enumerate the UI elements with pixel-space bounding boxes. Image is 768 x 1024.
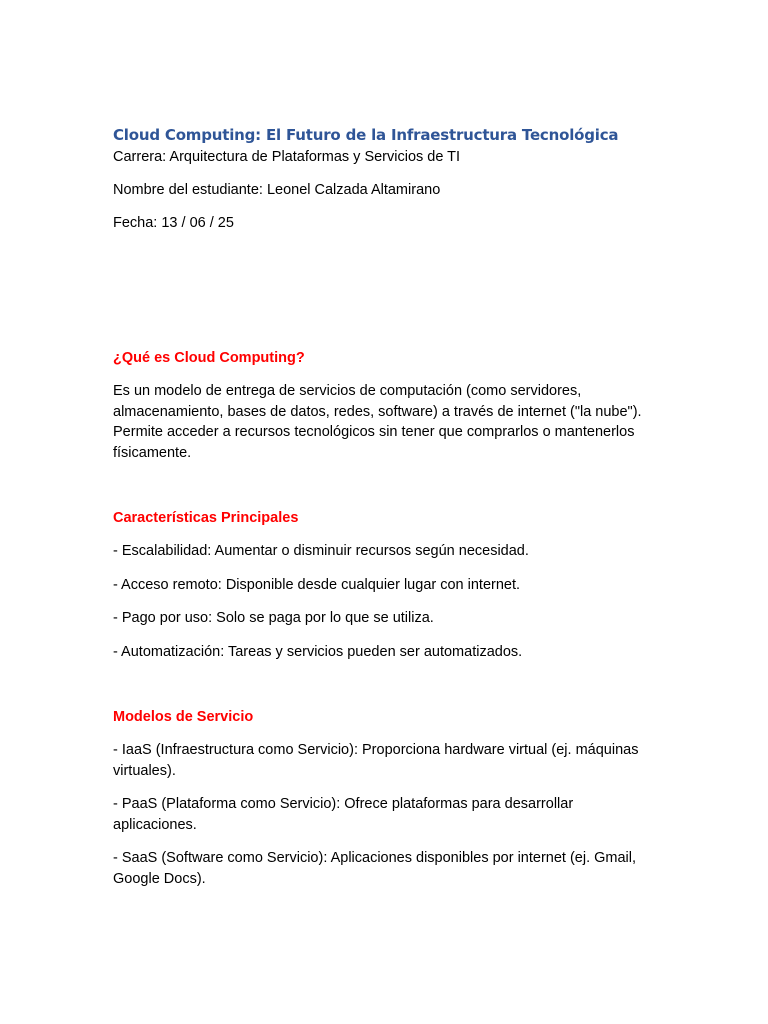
- career-line: Carrera: Arquitectura de Plataformas y Servicios de TI: [113, 149, 461, 165]
- list-item: - Escalabilidad: Aumentar o disminuir recursos según necesidad.: [113, 543, 529, 559]
- list-item: - SaaS (Software como Servicio): Aplicaciones disponibles por internet (ej. Gmail, Google Docs).: [113, 850, 637, 887]
- section-heading-features: Características Principales: [113, 510, 299, 526]
- date-line: Fecha: 13 / 06 / 25: [113, 215, 234, 231]
- document-title: Cloud Computing: El Futuro de la Infraestructura Tecnológica: [113, 126, 619, 144]
- list-item: - PaaS (Plataforma como Servicio): Ofrece plataformas para desarrollar aplicaciones.: [113, 796, 574, 833]
- section-heading-models: Modelos de Servicio: [113, 709, 254, 725]
- document-page: [113, 124, 653, 889]
- list-item: - Automatización: Tareas y servicios pueden ser automatizados.: [113, 643, 523, 660]
- features-list: [113, 541, 653, 662]
- section-what-is: [113, 348, 653, 463]
- list-item: - Pago por uso: Solo se paga por lo que se utiliza.: [113, 610, 434, 626]
- models-list: [113, 740, 653, 889]
- section-features: [113, 508, 653, 662]
- section-heading-what-is: ¿Qué es Cloud Computing?: [113, 350, 305, 366]
- section-paragraph-what-is: Es un modelo de entrega de servicios de computación (como servidores, almacenamiento, bases de datos, redes, software) a través de internet ("la nube"). Permite acceder a recursos tecnológicos sin tener que comprarlos o mantenerlos físicamente.: [113, 383, 642, 461]
- list-item: - IaaS (Infraestructura como Servicio): Proporciona hardware virtual (ej. máquinas virtuales).: [113, 742, 639, 779]
- student-name-line: Nombre del estudiante: Leonel Calzada Altamirano: [113, 182, 441, 198]
- section-models: [113, 707, 653, 889]
- list-item: - Acceso remoto: Disponible desde cualquier lugar con internet.: [113, 576, 521, 593]
